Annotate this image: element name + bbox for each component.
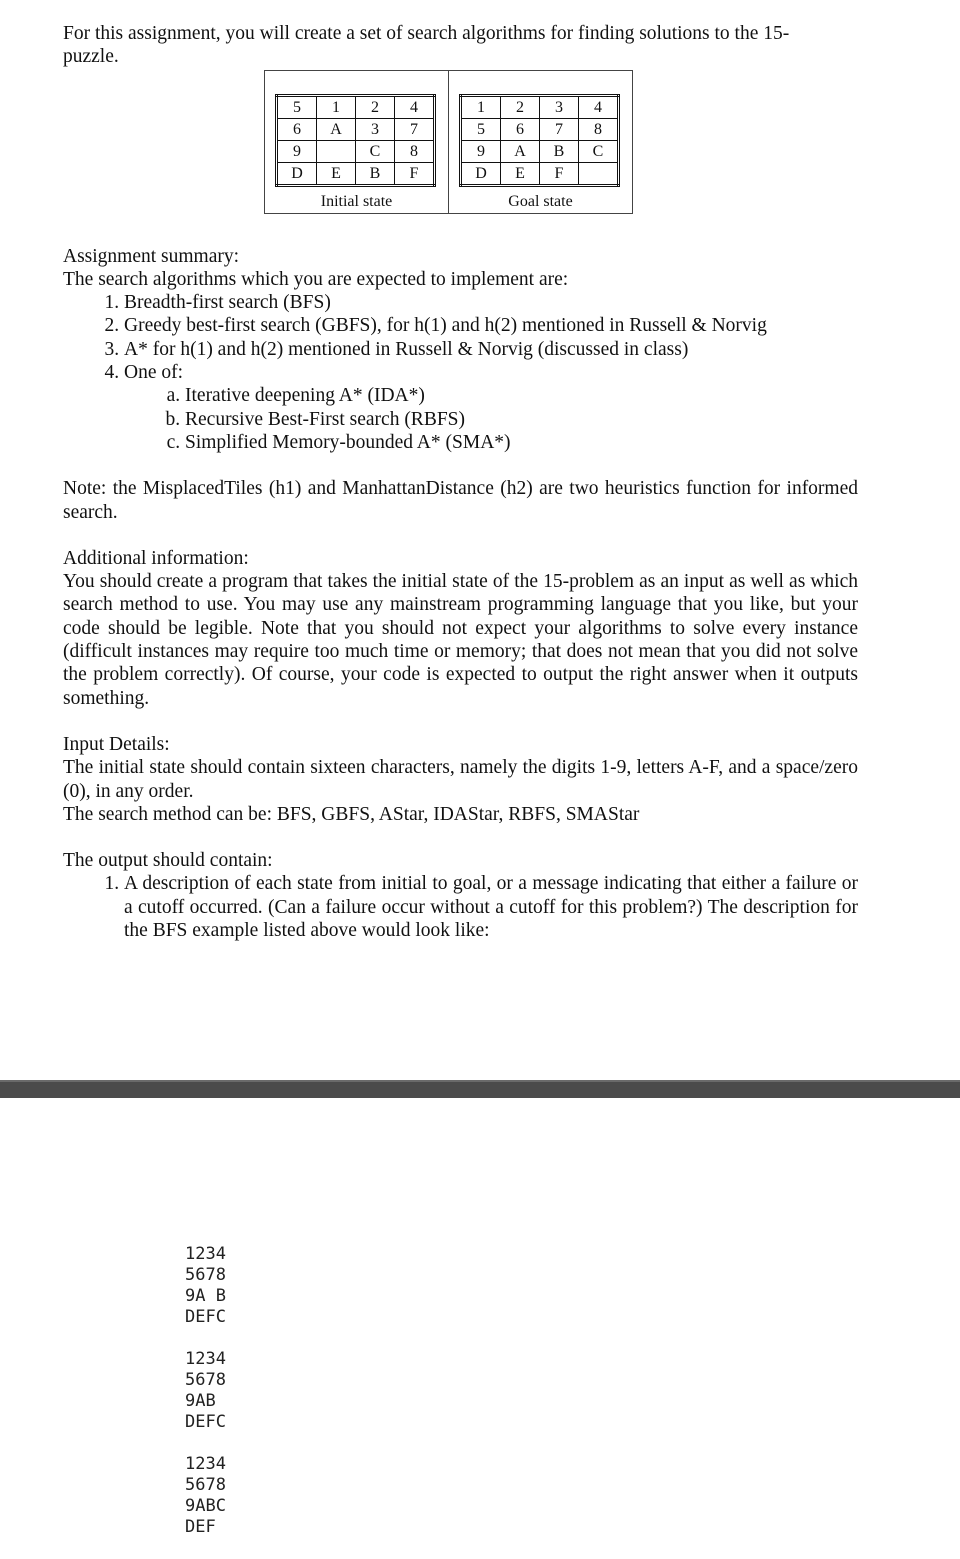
tile: B	[356, 163, 395, 186]
tile: 2	[501, 96, 540, 119]
spacer	[63, 524, 858, 547]
tile: 8	[579, 119, 619, 141]
tile: 6	[277, 119, 317, 141]
state-block	[185, 1349, 226, 1433]
algorithm-item: 3. A* for h(1) and h(2) mentioned in Russell & Norvig (discussed in class)	[124, 338, 858, 361]
tile: B	[540, 141, 579, 163]
intro-paragraph: For this assignment, you will create a set of search algorithms for finding solutions to the 15-puzzle.	[63, 23, 790, 68]
output-item: 1. A description of each state from initial to goal, or a message indicating that either a failure or a cutoff occurred. (Can a failure occur without a cutoff for this problem?) The description for the BFS example listed above would look like:	[124, 872, 858, 942]
spacer	[63, 826, 858, 849]
input-heading: Input Details:	[63, 733, 170, 755]
state-row: 5678	[185, 1475, 226, 1495]
tile: D	[461, 163, 501, 186]
blank-tile	[579, 163, 619, 186]
summary-heading: Assignment summary:	[63, 245, 240, 267]
section-divider	[0, 1080, 960, 1098]
tile: 5	[277, 96, 317, 119]
choice-item: a. Iterative deepening A* (IDA*)	[185, 384, 858, 407]
tile: C	[356, 141, 395, 163]
state-row: 1234	[185, 1244, 226, 1264]
tile: 2	[356, 96, 395, 119]
tile: A	[501, 141, 540, 163]
tile: 3	[540, 96, 579, 119]
initial-state-panel	[265, 71, 448, 213]
spacer	[63, 710, 858, 733]
algorithm-item	[124, 361, 858, 454]
tile: F	[540, 163, 579, 186]
initial-state-caption: Initial state	[320, 193, 393, 210]
tile: 1	[317, 96, 356, 119]
tile: F	[395, 163, 435, 186]
bfs-output-example	[185, 1244, 226, 1559]
state-row: 1234	[185, 1454, 226, 1474]
summary-lead: The search algorithms which you are expected to implement are:	[63, 268, 569, 290]
additional-heading: Additional information:	[63, 547, 249, 569]
tile: 5	[461, 119, 501, 141]
input-line-1: The initial state should contain sixteen characters, namely the digits 1-9, letters A-F, and a space/zero (0), in any order.	[63, 757, 858, 802]
tile: 1	[461, 96, 501, 119]
blank-tile	[317, 141, 356, 163]
output-heading: The output should contain:	[63, 850, 273, 872]
input-line-2: The search method can be: BFS, GBFS, AStar, IDAStar, RBFS, SMAStar	[63, 803, 640, 825]
state-block	[185, 1454, 226, 1538]
state-row: 9ABC	[185, 1496, 226, 1516]
state-row: DEFC	[185, 1307, 226, 1327]
heuristics-note: Note: the MisplacedTiles (h1) and ManhattanDistance (h2) are two heuristics function for informed search.	[63, 478, 858, 523]
state-block	[185, 1244, 226, 1328]
tile: 4	[579, 96, 619, 119]
puzzle-figure	[264, 70, 633, 214]
choice-item: b. Recursive Best-First search (RBFS)	[185, 408, 858, 431]
algorithm-list	[63, 291, 858, 454]
state-row: 5678	[185, 1265, 226, 1285]
state-row: DEF	[185, 1517, 216, 1537]
tile: 7	[540, 119, 579, 141]
additional-body: You should create a program that takes the initial state of the 15-problem as an input as well as which search method to use. You may use any mainstream programming language that you like, but your code should be legible. Note that you should not expect your algorithms to solve every instance (difficult instances may require too much time or memory; that does not mean that you did not solve the problem correctly). Of course, your code is expected to output the right answer when it outputs something.	[63, 571, 858, 709]
tile: 6	[501, 119, 540, 141]
spacer	[63, 454, 858, 477]
state-row: 9AB	[185, 1391, 216, 1411]
initial-state-grid	[275, 94, 436, 187]
tile: E	[317, 163, 356, 186]
tile: 9	[277, 141, 317, 163]
tile: D	[277, 163, 317, 186]
tile: C	[579, 141, 619, 163]
choice-list	[124, 384, 858, 454]
algorithm-item: 1. Breadth-first search (BFS)	[124, 291, 858, 314]
goal-state-grid	[459, 94, 620, 187]
tile: E	[501, 163, 540, 186]
state-row: 9A B	[185, 1286, 226, 1306]
state-row: 1234	[185, 1349, 226, 1369]
output-list	[63, 872, 858, 942]
tile: 3	[356, 119, 395, 141]
state-row: DEFC	[185, 1412, 226, 1432]
goal-state-caption: Goal state	[508, 193, 573, 210]
tile: 7	[395, 119, 435, 141]
tile: 4	[395, 96, 435, 119]
tile: 8	[395, 141, 435, 163]
algorithm-item: 2. Greedy best-first search (GBFS), for h(1) and h(2) mentioned in Russell & Norvig	[124, 314, 858, 337]
algorithm-item-label: One of:	[124, 362, 184, 384]
goal-state-panel	[448, 71, 632, 213]
state-row: 5678	[185, 1370, 226, 1390]
tile: A	[317, 119, 356, 141]
tile: 9	[461, 141, 501, 163]
choice-item: c. Simplified Memory-bounded A* (SMA*)	[185, 431, 858, 454]
